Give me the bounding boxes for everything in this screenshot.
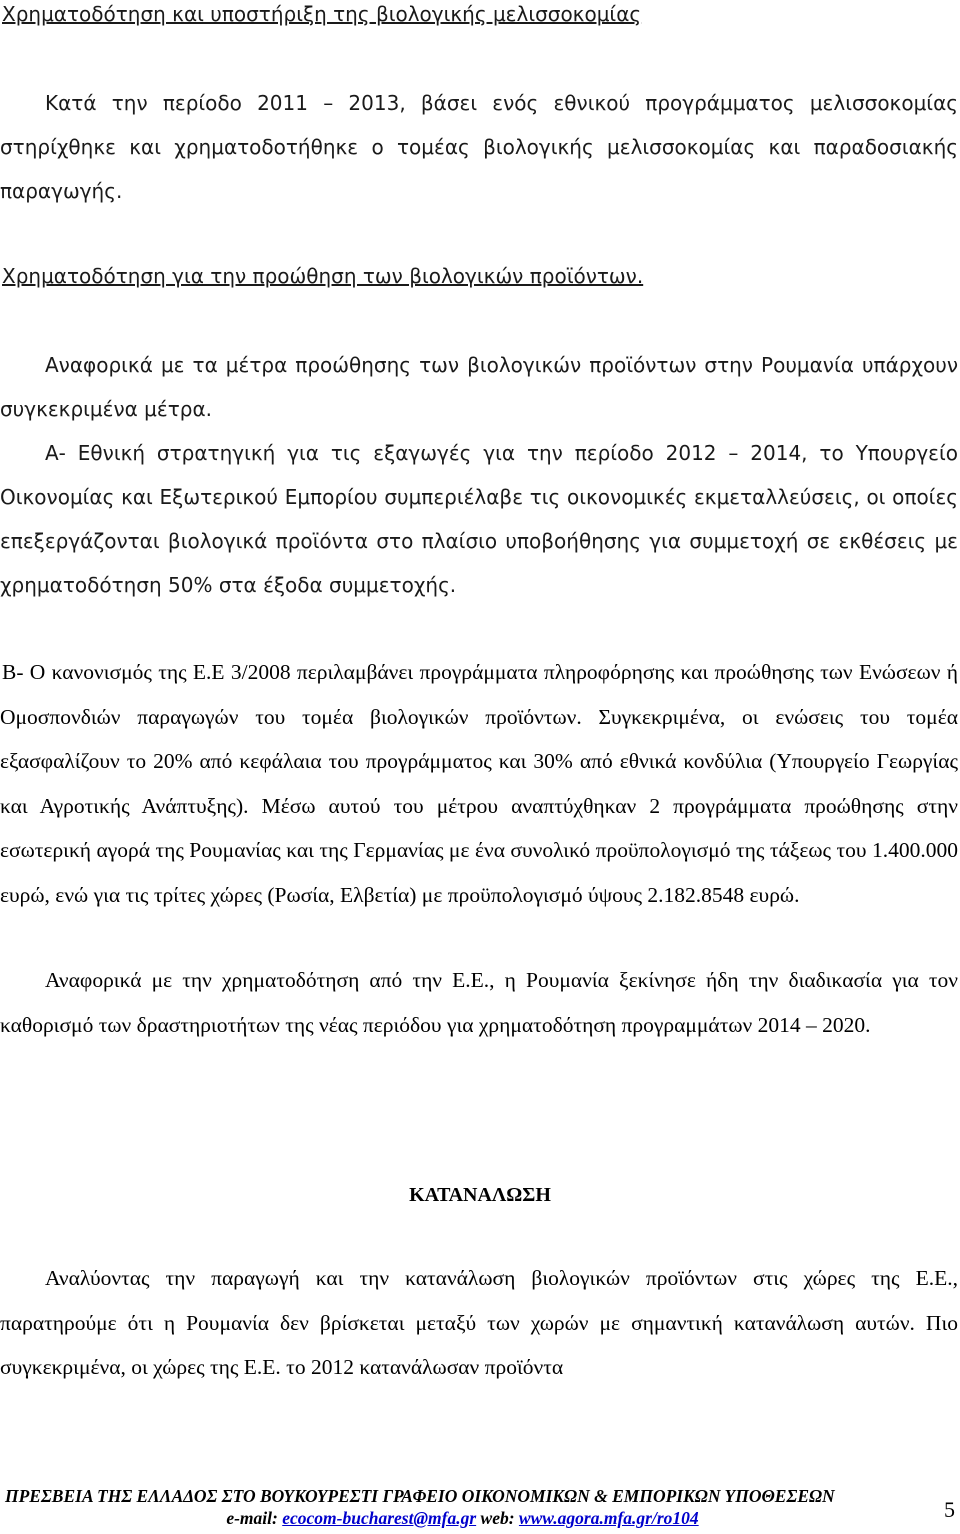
section-heading-promotion: Χρηματοδότηση για την προώθηση των βιολογικών προϊόντων. <box>2 264 644 288</box>
section-heading-funding: Χρηματοδότηση και υποστήριξη της βιολογικής μελισσοκομίας <box>2 2 642 26</box>
paragraph-beekeeping-program: Κατά την περίοδο 2011 – 2013, βάσει ενός εθνικού προγράμματος μελισσοκομίας στηρίχθηκε και χρηματοδοτήθηκε ο τομέας βιολογικής μελισσοκομίας και παραδοσιακής παραγωγής. <box>0 91 958 203</box>
section-title-consumption: ΚΑΤΑΝΑΛΩΣΗ <box>409 1184 551 1206</box>
paragraph-consumption: Αναλύοντας την παραγωγή και την κατανάλωση βιολογικών προϊόντων στις χώρες της Ε.Ε., παρατηρούμε ότι η Ρουμανία δεν βρίσκεται μεταξύ των χωρών με σημαντική κατανάλωση αυτών. Πιο συγκεκριμένα, οι χώρες της Ε.Ε. το 2012 κατανάλωσαν προϊόντα <box>0 1266 958 1379</box>
footer-email-label: e-mail: <box>226 1508 278 1528</box>
footer-web-link[interactable]: www.agora.mfa.gr/ro104 <box>518 1508 699 1528</box>
paragraph-eu-funding: Αναφορικά με την χρηματοδότηση από την Ε.Ε., η Ρουμανία ξεκίνησε ήδη την διαδικασία για τον καθορισμό των δραστηριοτήτων της νέας περιόδου για χρηματοδότηση προγραμμάτων 2014 – 2020. <box>0 968 958 1037</box>
footer-email-link[interactable]: ecocom-bucharest@mfa.gr <box>282 1508 477 1528</box>
paragraph-promotion-measures: Αναφορικά με τα μέτρα προώθησης των βιολογικών προϊόντων στην Ρουμανία υπάρχουν συγκεκριμένα μέτρα. <box>0 353 958 421</box>
footer-contact-line <box>0 1508 925 1529</box>
paragraph-export-strategy: Α- Εθνική στρατηγική για τις εξαγωγές για την περίοδο 2012 – 2014, το Υπουργείο Οικονομίας και Εξωτερικού Εμπορίου συμπεριέλαβε τις οικονομικές εκμεταλλεύσεις, οι οποίες επεξεργάζονται βιολογικά προϊόντα στο πλαίσιο υποβοήθησης για συμμετοχή σε εκθέσεις με χρηματοδότηση 50% στα έξοδα συμμετοχής. <box>0 441 958 597</box>
footer-web-label: web: <box>480 1508 515 1528</box>
footer-office-line: ΠΡΕΣΒΕΙΑ ΤΗΣ ΕΛΛΑΔΟΣ ΣΤΟ ΒΟΥΚΟΥΡΕΣΤΙ ΓΡΑΦΕΙΟ ΟΙΚΟΝΟΜΙΚΩΝ & ΕΜΠΟΡΙΚΩΝ ΥΠΟΘΕΣΕΩΝ <box>5 1486 835 1506</box>
page-number: 5 <box>944 1497 955 1522</box>
paragraph-eu-regulation: Β- Ο κανονισμός της Ε.Ε 3/2008 περιλαμβάνει προγράμματα πληροφόρησης και προώθησης των Ενώσεων ή Ομοσπονδιών παραγωγών του τομέα βιολογικών προϊόντων. Συγκεκριμένα, οι ενώσεις του τομέα εξασφαλίζουν το 20% από κεφάλαια του προγράμματος και 30% από εθνικά κονδύλια (Υπουργείο Γεωργίας και Αγροτικής Ανάπτυξης). Μέσω αυτού του μέτρου αναπτύχθηκαν 2 προγράμματα προώθησης στην εσωτερική αγορά της Ρουμανίας και της Γερμανίας με ένα συνολικό προϋπολογισμό της τάξεως του 1.400.000 ευρώ, ενώ για τις τρίτες χώρες (Ρωσία, Ελβετία) με προϋπολογισμό ύψους 2.182.8548 ευρώ. <box>0 660 958 907</box>
